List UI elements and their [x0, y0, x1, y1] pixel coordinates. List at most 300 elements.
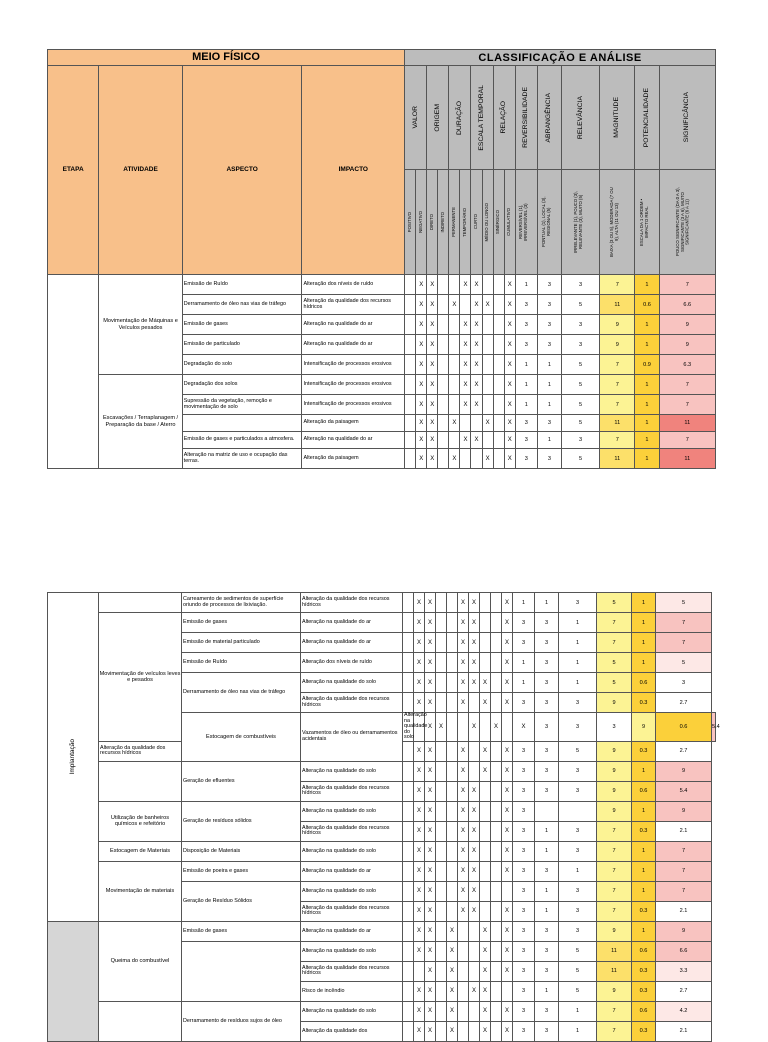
table-row — [48, 841, 716, 861]
etapa-header: ETAPA — [48, 66, 99, 275]
mark-cell: X — [425, 861, 436, 881]
potencialidade-value: 1 — [635, 375, 659, 395]
table-row — [48, 801, 716, 821]
mark-cell — [438, 415, 449, 432]
aspecto-cell: Derramamento de óleo nas vias de tráfego — [182, 673, 301, 713]
potencialidade-value: 1 — [632, 801, 656, 821]
mark-cell: X — [471, 315, 482, 335]
relevancia-value: 5 — [559, 981, 597, 1001]
mark-cell: X — [471, 355, 482, 375]
mark-cell: X — [482, 415, 493, 432]
mark-cell: X — [414, 673, 425, 693]
mark-cell — [482, 355, 493, 375]
mark-cell: X — [502, 693, 513, 713]
aspecto-cell: Degradação dos solos — [182, 375, 302, 395]
relevancia-value: 1 — [559, 653, 597, 673]
mark-cell — [491, 801, 502, 821]
mark-cell: X — [480, 693, 491, 713]
mark-cell: X — [414, 1001, 425, 1021]
potencialidade-value: 0.6 — [635, 295, 659, 315]
mark-cell — [436, 1021, 447, 1041]
reversibilidade-value: 3 — [513, 1021, 535, 1041]
impacto-cell: Alteração na qualidade do solo — [301, 881, 403, 901]
mark-cell — [491, 613, 502, 633]
reversibilidade-value: 3 — [513, 801, 535, 821]
mark-cell: X — [460, 275, 471, 295]
mark-cell: X — [482, 295, 493, 315]
aspecto-cell: Emissão de Ruído — [182, 653, 301, 673]
mark-cell — [493, 355, 504, 375]
mark-cell: X — [502, 741, 513, 761]
mark-cell — [447, 881, 458, 901]
magnitude-value: 11 — [597, 961, 632, 981]
mark-cell — [449, 375, 460, 395]
mark-cell — [493, 275, 504, 295]
significancia-value: 11 — [659, 415, 715, 432]
mark-cell — [403, 921, 414, 941]
impacto-cell: Alteração na qualidade do solo — [301, 801, 403, 821]
relevancia-value: 5 — [562, 415, 600, 432]
mark-cell: X — [504, 375, 515, 395]
mark-cell: X — [458, 821, 469, 841]
mark-cell: X — [458, 593, 469, 613]
mark-cell — [447, 901, 458, 921]
mark-cell: X — [471, 275, 482, 295]
mark-cell — [405, 432, 416, 449]
mark-cell: X — [491, 713, 502, 742]
mark-cell — [449, 335, 460, 355]
reversibilidade-value: 3 — [513, 821, 535, 841]
relevancia-value: 5 — [562, 395, 600, 415]
mark-cell — [449, 355, 460, 375]
mark-cell: X — [414, 741, 425, 761]
potencialidade-value: 0.3 — [632, 1021, 656, 1041]
reversibilidade-value: 3 — [513, 941, 535, 961]
classificacao-header: CLASSIFICAÇÃO E ANÁLISE — [405, 50, 716, 66]
abrangencia-value: 3 — [535, 921, 559, 941]
mark-cell — [403, 1021, 414, 1041]
mark-cell: X — [504, 295, 515, 315]
relevancia-value: 3 — [559, 593, 597, 613]
abrangencia-value: 1 — [535, 881, 559, 901]
mark-cell — [458, 921, 469, 941]
mark-cell: X — [427, 295, 438, 315]
aspecto-cell — [182, 941, 301, 1001]
magnitude-value: 9 — [597, 741, 632, 761]
magnitude-value: 7 — [597, 861, 632, 881]
magnitude-value: 11 — [600, 295, 635, 315]
mark-cell — [460, 295, 471, 315]
mark-cell — [493, 315, 504, 335]
mark-cell: X — [447, 981, 458, 1001]
magnitude-value: 9 — [600, 335, 635, 355]
mark-cell: X — [469, 981, 480, 1001]
mark-cell: X — [416, 335, 427, 355]
mark-cell — [480, 881, 491, 901]
mark-cell: X — [425, 881, 436, 901]
aspecto-cell: Geração de Resíduo Sólidos — [182, 881, 301, 921]
reversibilidade-value: 3 — [515, 432, 537, 449]
mark-cell — [436, 633, 447, 653]
activity-cell: Estocagem de Materiais — [99, 841, 182, 861]
mark-cell — [469, 941, 480, 961]
mark-cell — [493, 335, 504, 355]
mark-cell — [438, 449, 449, 469]
mark-cell: X — [480, 1001, 491, 1021]
mark-cell: X — [425, 781, 436, 801]
reversibilidade-value: 3 — [513, 693, 535, 713]
mark-cell: X — [414, 613, 425, 633]
magnitude-value: 5 — [597, 673, 632, 693]
mark-cell: X — [458, 741, 469, 761]
mark-cell: X — [460, 355, 471, 375]
mark-cell — [491, 1021, 502, 1041]
relevancia-value: 3 — [559, 821, 597, 841]
abrangencia-value: 1 — [535, 841, 559, 861]
abrangencia-value: 3 — [535, 613, 559, 633]
abrangencia-value: 3 — [537, 415, 561, 432]
impacto-cell: Alteração da qualidade dos recursos hídricos — [301, 781, 403, 801]
relevancia-value: 1 — [559, 1021, 597, 1041]
mark-cell — [436, 901, 447, 921]
abrangencia-value: 3 — [535, 781, 559, 801]
mark-cell — [447, 781, 458, 801]
mark-cell — [471, 415, 482, 432]
mark-cell — [482, 275, 493, 295]
impacto-cell: Alteração dos níveis de ruído — [301, 653, 403, 673]
sub-indireto: INDIRETO — [438, 170, 449, 275]
mark-cell: X — [502, 761, 513, 781]
mark-cell — [491, 633, 502, 653]
meio-fisico-header: MEIO FÍSICO — [48, 50, 405, 66]
impacto-cell: Alteração da qualidade dos — [301, 1021, 403, 1041]
mark-cell: X — [416, 375, 427, 395]
magnitude-value: 7 — [600, 395, 635, 415]
duracao-header: DURAÇÃO — [449, 66, 471, 170]
abrangencia-value: 1 — [535, 981, 559, 1001]
mark-cell: X — [414, 761, 425, 781]
reversibilidade-value: 3 — [513, 741, 535, 761]
impacto-cell: Alteração na qualidade do ar — [301, 921, 403, 941]
impacto-cell: Alteração na qualidade do ar — [301, 613, 403, 633]
significancia-value: 9 — [659, 335, 715, 355]
mark-cell: X — [425, 1021, 436, 1041]
reversibilidade-value: 3 — [513, 1001, 535, 1021]
mark-cell: X — [469, 633, 480, 653]
mark-cell: X — [414, 633, 425, 653]
potencialidade-value: 0.6 — [656, 713, 712, 742]
mark-cell — [502, 881, 513, 901]
abrangencia-value: 3 — [535, 1001, 559, 1021]
mark-cell: X — [458, 841, 469, 861]
origem-header: ORIGEM — [427, 66, 449, 170]
abrangencia-value: 3 — [535, 761, 559, 781]
potencialidade-value: 1 — [632, 861, 656, 881]
aspecto-cell: Carreamento de sedimentos de superfície oriundo de processos de lixiviação. — [182, 593, 301, 613]
mark-cell — [403, 1001, 414, 1021]
mark-cell: X — [469, 653, 480, 673]
abrangencia-value: 1 — [537, 395, 561, 415]
potencialidade-value: 0.6 — [632, 941, 656, 961]
impacto-cell: Alteração da qualidade dos recursos hídricos — [99, 741, 182, 761]
mark-cell — [480, 653, 491, 673]
mark-cell: X — [425, 593, 436, 613]
potencialidade-value: 1 — [635, 432, 659, 449]
mark-cell: X — [482, 449, 493, 469]
mark-cell: X — [414, 921, 425, 941]
abrangencia-value — [535, 801, 559, 821]
mark-cell: X — [414, 901, 425, 921]
mark-cell: X — [436, 713, 447, 742]
mark-cell — [438, 355, 449, 375]
mark-cell — [491, 1001, 502, 1021]
relevancia-value: 1 — [559, 1001, 597, 1021]
mark-cell — [469, 961, 480, 981]
relevancia-value: 3 — [559, 901, 597, 921]
abrangencia-value: 3 — [535, 861, 559, 881]
mark-cell: X — [460, 335, 471, 355]
magnitude-value: 9 — [597, 761, 632, 781]
mark-cell — [480, 861, 491, 881]
mark-cell — [449, 315, 460, 335]
mark-cell: X — [502, 673, 513, 693]
etapa-cell — [48, 593, 99, 922]
mark-cell: X — [480, 673, 491, 693]
table-row — [48, 593, 716, 613]
impacto-cell: Intensificação de processos erosivos — [302, 355, 405, 375]
abrangencia-value: 3 — [537, 275, 561, 295]
magnitude-value: 9 — [632, 713, 656, 742]
reversibilidade-value: 1 — [513, 593, 535, 613]
sub-positivo: POSITIVO — [405, 170, 416, 275]
mark-cell — [482, 315, 493, 335]
potencialidade-value: 0.3 — [632, 693, 656, 713]
mark-cell — [482, 432, 493, 449]
mark-cell — [438, 432, 449, 449]
reversibilidade-value: 1 — [515, 275, 537, 295]
mark-cell — [447, 633, 458, 653]
magnitude-value: 7 — [597, 633, 632, 653]
mark-cell: X — [447, 961, 458, 981]
aspecto-cell: Derramamento de óleo nas vias de tráfego — [182, 295, 302, 315]
mark-cell — [403, 881, 414, 901]
aspecto-cell: Emissão de gases — [182, 921, 301, 941]
mark-cell: X — [469, 593, 480, 613]
mark-cell — [436, 941, 447, 961]
abrangencia-value: 1 — [535, 593, 559, 613]
mark-cell: X — [425, 713, 436, 742]
abrangencia-value: 3 — [535, 741, 559, 761]
mark-cell — [469, 741, 480, 761]
etapa-cell-next — [48, 921, 99, 1041]
mark-cell — [491, 861, 502, 881]
mark-cell — [436, 593, 447, 613]
aspecto-header: ASPECTO — [182, 66, 302, 275]
mark-cell — [502, 713, 513, 742]
mark-cell: X — [449, 295, 460, 315]
activity-cell: Estocagem de combustíveis — [182, 713, 301, 762]
sub-direto: DIRETO — [427, 170, 438, 275]
mark-cell: X — [425, 961, 436, 981]
abrangencia-value: 3 — [537, 449, 561, 469]
table-row — [48, 861, 716, 881]
impacto-cell: Alteração da qualidade dos recursos hídricos — [301, 821, 403, 841]
impacto-cell: Alteração na qualidade do solo — [301, 841, 403, 861]
relevancia-value: 3 — [559, 761, 597, 781]
mark-cell: X — [416, 415, 427, 432]
mark-cell: X — [449, 415, 460, 432]
significancia-value: 7 — [656, 613, 712, 633]
mark-cell — [403, 781, 414, 801]
mark-cell: X — [502, 781, 513, 801]
mark-cell — [480, 633, 491, 653]
mark-cell — [436, 761, 447, 781]
mark-cell: X — [504, 275, 515, 295]
significancia-value: 6.6 — [656, 941, 712, 961]
potencialidade-value: 1 — [632, 633, 656, 653]
mark-cell: X — [502, 921, 513, 941]
mark-cell: X — [416, 449, 427, 469]
mark-cell: X — [414, 981, 425, 1001]
abrangencia-value: 3 — [535, 633, 559, 653]
mark-cell — [405, 275, 416, 295]
mark-cell — [447, 593, 458, 613]
mark-cell: X — [504, 415, 515, 432]
mark-cell: X — [502, 901, 513, 921]
mark-cell: X — [427, 315, 438, 335]
significancia-value: 7 — [656, 861, 712, 881]
mark-cell — [447, 713, 458, 742]
significancia-value: 2.7 — [656, 693, 712, 713]
activity-cell — [99, 593, 182, 613]
mark-cell: X — [480, 921, 491, 941]
mark-cell: X — [414, 781, 425, 801]
potencialidade-value: 0.3 — [632, 981, 656, 1001]
aspecto-cell: Emissão de particulado — [182, 335, 302, 355]
mark-cell: X — [480, 1021, 491, 1041]
sub-curto: CURTO — [471, 170, 482, 275]
impacto-cell: Alteração na qualidade do ar — [301, 861, 403, 881]
mark-cell — [438, 335, 449, 355]
mark-cell: X — [458, 633, 469, 653]
mark-cell: X — [504, 395, 515, 415]
mark-cell: X — [458, 653, 469, 673]
mark-cell — [491, 741, 502, 761]
mark-cell — [482, 335, 493, 355]
mark-cell — [458, 1001, 469, 1021]
reversibilidade-value: 3 — [513, 861, 535, 881]
mark-cell: X — [425, 761, 436, 781]
mark-cell — [491, 981, 502, 1001]
magnitude-value: 7 — [597, 881, 632, 901]
impacto-cell: Alteração da qualidade dos recursos hídricos — [301, 961, 403, 981]
sub-permanente: PERMANENTE — [449, 170, 460, 275]
magnitude-value: 11 — [600, 449, 635, 469]
potencialidade-value: 1 — [632, 593, 656, 613]
reversibilidade-value: 1 — [513, 673, 535, 693]
mark-cell — [458, 1021, 469, 1041]
significancia-value: 2.1 — [656, 1021, 712, 1041]
mark-cell: X — [414, 693, 425, 713]
potencialidade-value: 1 — [635, 275, 659, 295]
mark-cell — [405, 315, 416, 335]
mark-cell: X — [460, 375, 471, 395]
relevancia-value: 3 — [562, 335, 600, 355]
mark-cell — [480, 593, 491, 613]
sub-relevancia: IRRELEVANTE (1), POUCO (3), RELEVANTE (3), MUITO (5) — [562, 170, 600, 275]
table-row — [48, 275, 716, 295]
mark-cell: X — [414, 801, 425, 821]
mark-cell: X — [427, 449, 438, 469]
potencialidade-value: 1 — [635, 335, 659, 355]
abrangencia-value: 3 — [559, 713, 597, 742]
mark-cell: X — [447, 921, 458, 941]
mark-cell — [405, 449, 416, 469]
mark-cell: X — [504, 315, 515, 335]
activity-cell: Escavações / Terraplanagem / Preparação da base / Aterro — [99, 375, 182, 469]
mark-cell: X — [502, 861, 513, 881]
impact-matrix-page-2 — [47, 592, 720, 1042]
mark-cell: X — [469, 881, 480, 901]
abrangencia-value: 1 — [535, 901, 559, 921]
mark-cell: X — [469, 801, 480, 821]
mark-cell — [447, 841, 458, 861]
impacto-cell: Alteração da qualidade dos recursos hídricos — [301, 693, 403, 713]
mark-cell — [405, 395, 416, 415]
relevancia-value: 5 — [559, 941, 597, 961]
mark-cell: X — [469, 861, 480, 881]
relevancia-value: 1 — [559, 613, 597, 633]
magnitude-value: 7 — [597, 901, 632, 921]
sub-significancia: POUCO SIGNIFICANTE (DA 0 A 3), SIGNIFICANTE (3 A 6), MUITO SIGNIFICANTE (6 A 11) — [659, 170, 715, 275]
sub-cumulativo: CUMULATIVO — [504, 170, 515, 275]
reversibilidade-value: 3 — [515, 315, 537, 335]
activity-cell: Movimentação de veículos leves e pesados — [99, 613, 182, 742]
mark-cell — [403, 941, 414, 961]
abrangencia-value: 3 — [535, 961, 559, 981]
magnitude-value: 7 — [597, 841, 632, 861]
mark-cell — [458, 941, 469, 961]
mark-cell — [405, 415, 416, 432]
mark-cell — [447, 741, 458, 761]
impacto-cell: Risco de incêndio — [301, 981, 403, 1001]
relevancia-value: 5 — [559, 961, 597, 981]
mark-cell — [414, 961, 425, 981]
aspecto-cell: Emissão de poeira e gases — [182, 861, 301, 881]
significancia-value: 7 — [659, 375, 715, 395]
sub-medio-longo: MÉDIO OU LONGO — [482, 170, 493, 275]
relevancia-value: 1 — [559, 673, 597, 693]
relevancia-value: 3 — [559, 841, 597, 861]
reversibilidade-header: REVERSIBILIDADE — [515, 66, 537, 170]
significancia-value: 3 — [656, 673, 712, 693]
impacto-cell: Alteração na qualidade do ar — [302, 432, 405, 449]
mark-cell: X — [460, 395, 471, 415]
potencialidade-value: 0.6 — [632, 781, 656, 801]
mark-cell — [491, 961, 502, 981]
mark-cell: X — [458, 761, 469, 781]
mark-cell: X — [416, 355, 427, 375]
mark-cell: X — [425, 941, 436, 961]
significancia-value: 3.3 — [656, 961, 712, 981]
potencialidade-value: 0.6 — [632, 673, 656, 693]
mark-cell — [469, 1001, 480, 1021]
relevancia-value: 3 — [559, 921, 597, 941]
magnitude-value: 9 — [597, 801, 632, 821]
magnitude-value: 7 — [600, 375, 635, 395]
mark-cell — [493, 449, 504, 469]
mark-cell: X — [502, 613, 513, 633]
